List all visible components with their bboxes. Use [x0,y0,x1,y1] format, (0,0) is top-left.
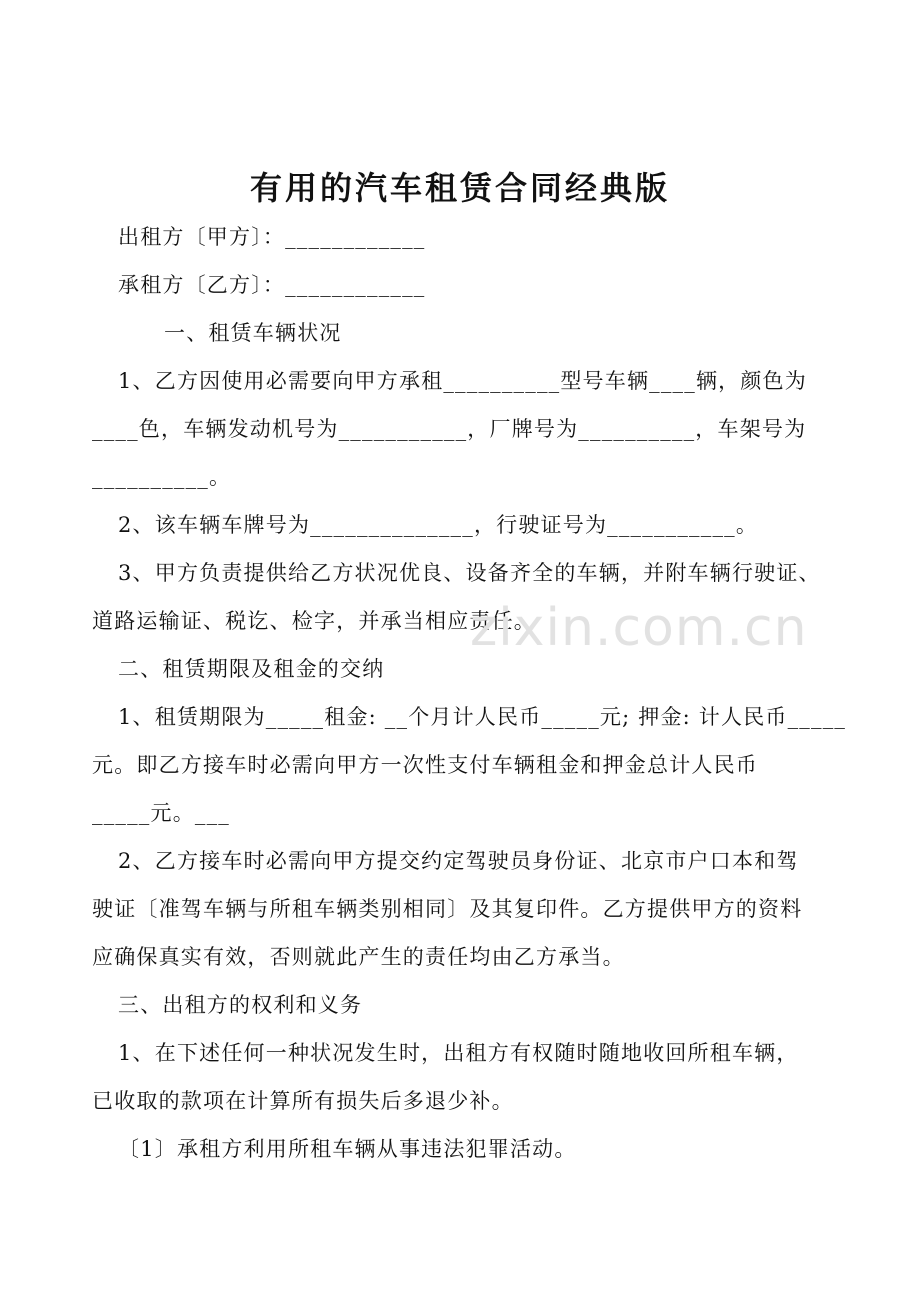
paragraph-line: 元。即乙方接车时必需向甲方一次性支付车辆租金和押金总计人民币 [92,753,758,777]
paragraph-line: ____色，车辆发动机号为___________，厂牌号为__________，车架号为 [92,417,807,441]
paragraph-line: 已收取的款项在计算所有损失后多退少补。 [92,1089,514,1113]
watermark-text: zixin.com.cn [470,598,808,658]
paragraph-line: 1、租赁期限为_____租金: __个月计人民币_____元; 押金: 计人民币_____ [118,705,847,729]
section-heading-2: 二、租赁期限及租金的交纳 [118,657,385,681]
lessor-line: 出租方〔甲方〕：____________ [118,225,426,249]
document-title: 有用的汽车租赁合同经典版 [249,169,670,207]
paragraph-line: 应确保真实有效，否则就此产生的责任均由乙方承当。 [92,945,625,969]
paragraph-line: __________。 [92,465,232,489]
lessee-line: 承租方〔乙方〕：____________ [118,273,426,297]
section-heading-1: 一、租赁车辆状况 [164,321,342,345]
paragraph-line: 道路运输证、税讫、检字，并承当相应责任。 [92,609,536,633]
paragraph-line: 3、甲方负责提供给乙方状况优良、设备齐全的车辆，并附车辆行驶证、 [118,561,821,585]
paragraph-line: 1、乙方因使用必需要向甲方承租__________型号车辆____辆，颜色为 [118,369,807,393]
paragraph-line: 2、乙方接车时必需向甲方提交约定驾驶员身份证、北京市户口本和驾 [118,849,799,873]
paragraph-line: 驶证〔准驾车辆与所租车辆类别相同〕及其复印件。乙方提供甲方的资料 [92,897,803,921]
section-heading-3: 三、出租方的权利和义务 [118,993,363,1017]
paragraph-line: 1、在下述任何一种状况发生时，出租方有权随时随地收回所租车辆， [118,1041,799,1065]
paragraph-line: _____元。___ [92,801,230,825]
paragraph-line: 2、该车辆车牌号为______________，行驶证号为___________。 [118,513,759,537]
paragraph-line: 〔1〕承租方利用所租车辆从事违法犯罪活动。 [118,1137,577,1161]
